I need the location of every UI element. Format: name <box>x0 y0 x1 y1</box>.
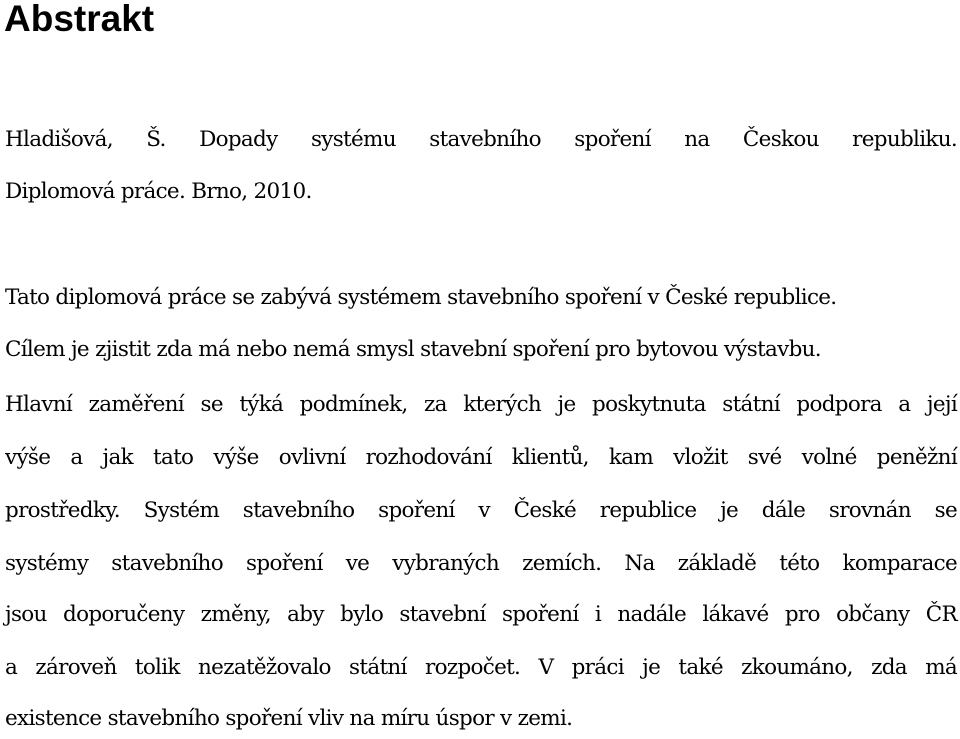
citation-line-2: Diplomová práce. Brno, 2010. <box>5 179 312 204</box>
abstract-line-3: Hlavní zaměření se týká podmínek, za kterých je poskytnuta státní podpora a její <box>5 392 957 417</box>
abstract-line-5: prostředky. Systém stavebního spoření v České republice je dále srovnán se <box>5 498 957 523</box>
abstract-line-9: existence stavebního spoření vliv na míru úspor v zemi. <box>5 706 573 731</box>
abstract-line-7: jsou doporučeny změny, aby bylo stavební spoření i nadále lákavé pro občany ČR <box>5 602 957 627</box>
abstract-line-4: výše a jak tato výše ovlivní rozhodování klientů, kam vložit své volné peněžní <box>5 445 957 470</box>
abstract-line-2: Cílem je zjistit zda má nebo nemá smysl stavební spoření pro bytovou výstavbu. <box>5 337 821 362</box>
citation-line-1: Hladišová, Š. Dopady systému stavebního spoření na Českou republiku. <box>5 127 957 152</box>
abstract-line-8: a zároveň tolik nezatěžovalo státní rozpočet. V práci je také zkoumáno, zda má <box>5 655 957 680</box>
abstract-line-1: Tato diplomová práce se zabývá systémem stavebního spoření v České republice. <box>5 285 837 310</box>
abstract-line-6: systémy stavebního spoření ve vybraných zemích. Na základě této komparace <box>5 551 957 576</box>
page-title: Abstrakt <box>4 0 155 39</box>
